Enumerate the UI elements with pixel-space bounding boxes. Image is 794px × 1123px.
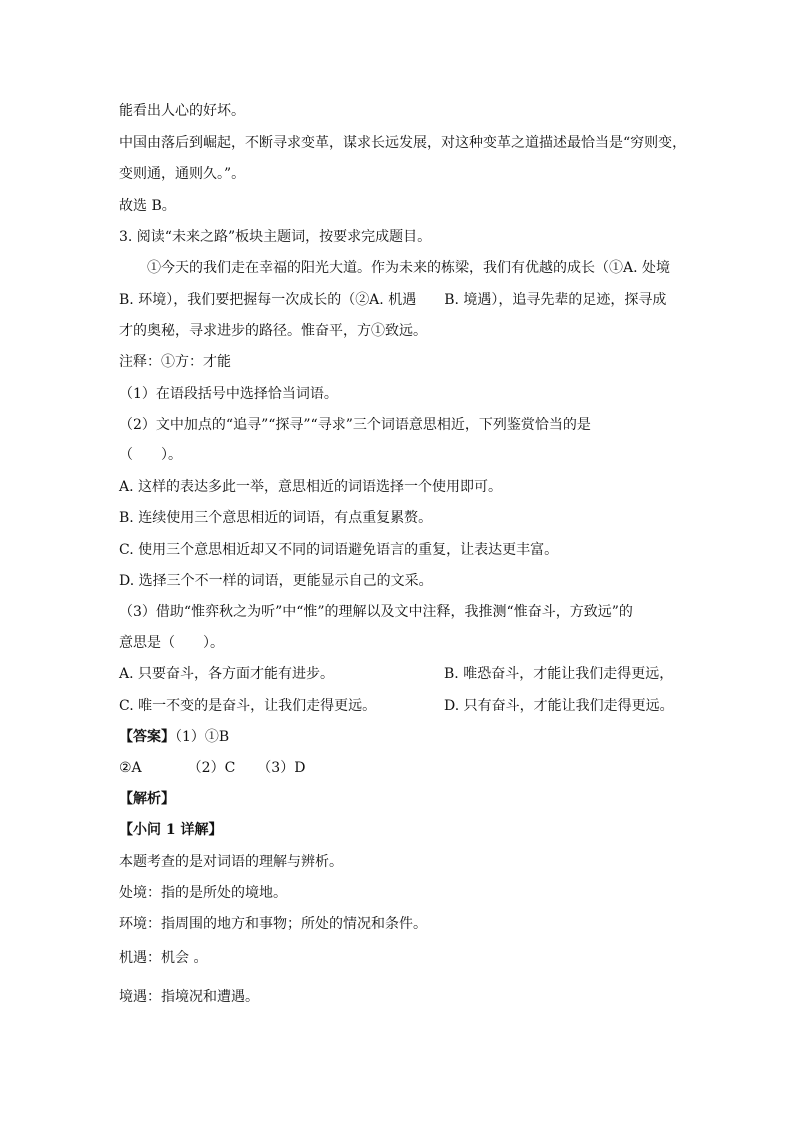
text-line: 故选 B。 bbox=[119, 198, 176, 214]
analysis-heading: 【解析】 bbox=[119, 791, 175, 807]
definition-line: 机遇：机会 。 bbox=[119, 950, 208, 966]
text-line: 本题考查的是对词语的理解与辨析。 bbox=[119, 854, 343, 870]
annotation-note: 注释：①方：才能 bbox=[119, 354, 231, 370]
sub-question: 意思是（ ）。 bbox=[119, 635, 224, 651]
passage-line: 才的奥秘，寻求进步的路径。惟奋平，方①致远。 bbox=[119, 323, 427, 339]
option-c: C. 使用三个意思相近却又不同的词语避免语言的重复，让表达更丰富。 bbox=[119, 542, 559, 558]
option-a: A. 这样的表达多此一举，意思相近的词语选择一个使用即可。 bbox=[119, 479, 503, 495]
definition-line: 处境：指的是所处的境地。 bbox=[119, 885, 287, 901]
answer-part: ②A bbox=[119, 760, 142, 776]
answer-text: （1）①B bbox=[175, 729, 230, 745]
sub-question: （1）在语段括号中选择恰当词语。 bbox=[119, 386, 338, 402]
answer-line bbox=[119, 758, 305, 778]
answer-part: （3）D bbox=[257, 760, 306, 776]
option-b: B. 唯恐奋斗，才能让我们走得更远， bbox=[444, 666, 674, 682]
sub-question: （2）文中加点的“追寻”“探寻”“寻求”三个词语意思相近，下列鉴赏恰当的是 bbox=[119, 417, 591, 433]
text-line: 能看出人心的好坏。 bbox=[119, 103, 245, 119]
answer-line bbox=[119, 727, 229, 747]
answer-part: （2）C bbox=[187, 760, 236, 776]
answer-tag: 【答案】 bbox=[119, 729, 175, 745]
definition-line: 境遇：指境况和遭遇。 bbox=[119, 989, 259, 1005]
text-line: 变则通，通则久。”。 bbox=[119, 166, 246, 182]
detail-heading: 【小问 1 详解】 bbox=[119, 822, 223, 838]
option-a: A. 只要奋斗，各方面才能有进步。 bbox=[119, 666, 335, 682]
definition-line: 环境：指周围的地方和事物；所处的情况和条件。 bbox=[119, 916, 427, 932]
question-heading: 3. 阅读“未来之路”板块主题词，按要求完成题目。 bbox=[119, 229, 432, 245]
option-d: D. 只有奋斗，才能让我们走得更远。 bbox=[444, 698, 674, 714]
sub-question: （3）借助“惟弈秋之为听”中“惟”的理解以及文中注释，我推测“惟奋斗，方致远”的 bbox=[119, 604, 633, 620]
answer-blank: （ ）。 bbox=[119, 447, 182, 463]
option-b: B. 连续使用三个意思相近的词语，有点重复累赘。 bbox=[119, 510, 433, 526]
option-d: D. 选择三个不一样的词语，更能显示自己的文采。 bbox=[119, 573, 433, 589]
passage-line: ①今天的我们走在幸福的阳光大道。作为未来的栋梁，我们有优越的成长（①A. 处境 bbox=[147, 260, 671, 276]
passage-line: B. 环境），我们要把握每一次成长的（②A. 机遇 B. 境遇），追寻先辈的足迹，探寻成 bbox=[119, 292, 667, 308]
option-c: C. 唯一不变的是奋斗，让我们走得更远。 bbox=[119, 698, 377, 714]
text-line: 中国由落后到崛起，不断寻求变革，谋求长远发展，对这种变革之道描述最恰当是“穷则变， bbox=[119, 135, 687, 151]
